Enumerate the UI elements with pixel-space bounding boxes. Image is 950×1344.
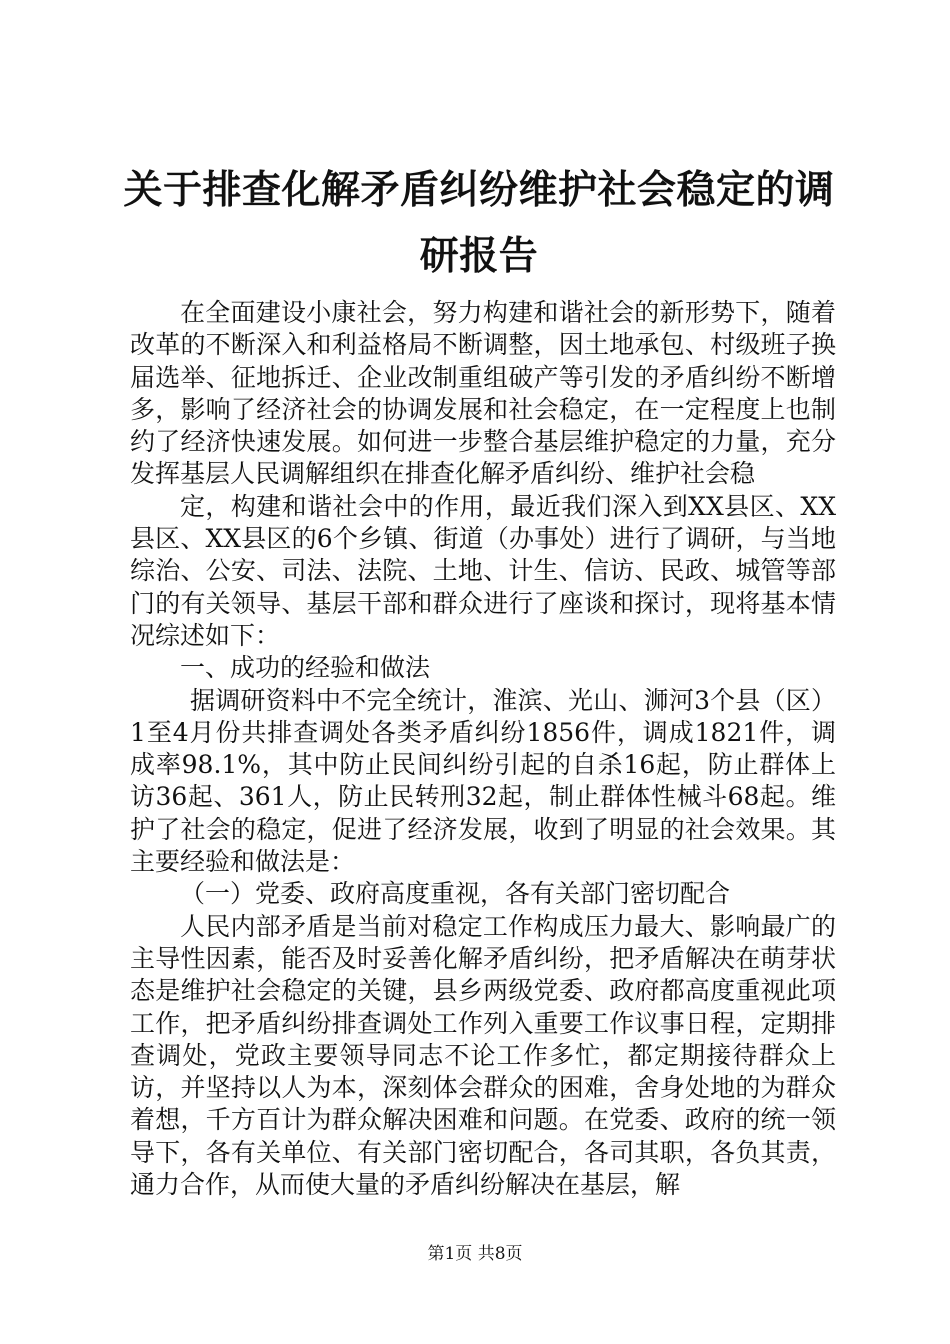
document-body [130, 297, 836, 1201]
paragraph-intro-continued: 定，构建和谐社会中的作用，最近我们深入到XX县区、XX县区、XX县区的6个乡镇、街道（办事处）进行了调研，与当地综治、公安、司法、法院、土地、计生、信访、民政、城管等部门的有关领导、基层干部和群众进行了座谈和探讨，现将基本情况综述如下： [130, 491, 836, 650]
paragraph-party-leadership: 人民内部矛盾是当前对稳定工作构成压力最大、影响最广的主导性因素，能否及时妥善化解矛盾纠纷，把矛盾解决在萌芽状态是维护社会稳定的关键，县乡两级党委、政府都高度重视此项工作，把矛盾纠纷排查调处工作列入重要工作议事日程，定期排查调处，党政主要领导同志不论工作多忙，都定期接待群众上访，并坚持以人为本，深刻体会群众的困难，舍身处地的为群众着想，千方百计为群众解决困难和问题。在党委、政府的统一领导下，各有关单位、有关部门密切配合，各司其职，各负其责，通力合作，从而使大量的矛盾纠纷解决在基层，解 [130, 911, 836, 1200]
paragraph-intro: 在全面建设小康社会，努力构建和谐社会的新形势下，随着改革的不断深入和利益格局不断调整，因土地承包、村级班子换届选举、征地拆迁、企业改制重组破产等引发的矛盾纠纷不断增多，影响了经济社会的协调发展和社会稳定，在一定程度上也制约了经济快速发展。如何进一步整合基层维护稳定的力量，充分发挥基层人民调解组织在排查化解矛盾纠纷、维护社会稳 [130, 298, 836, 489]
document-title: 关于排查化解矛盾纠纷维护社会稳定的调研报告 [123, 168, 835, 279]
paragraph-statistics: 据调研资料中不完全统计，淮滨、光山、浉河3个县（区）1至4月份共排查调处各类矛盾纠纷1856件，调成1821件，调成率98.1%，其中防止民间纠纷引起的自杀16起，防止群体上访36起、361人，防止民转刑32起，制止群体性械斗68起。维护了社会的稳定，促进了经济发展，收到了明显的社会效果。其主要经验和做法是： [130, 685, 836, 877]
section-heading-1: 一、成功的经验和做法 [180, 653, 431, 683]
subsection-heading-1: （一）党委、政府高度重视，各有关部门密切配合 [180, 879, 731, 909]
page-footer: 第1页 共8页 [427, 1244, 523, 1264]
